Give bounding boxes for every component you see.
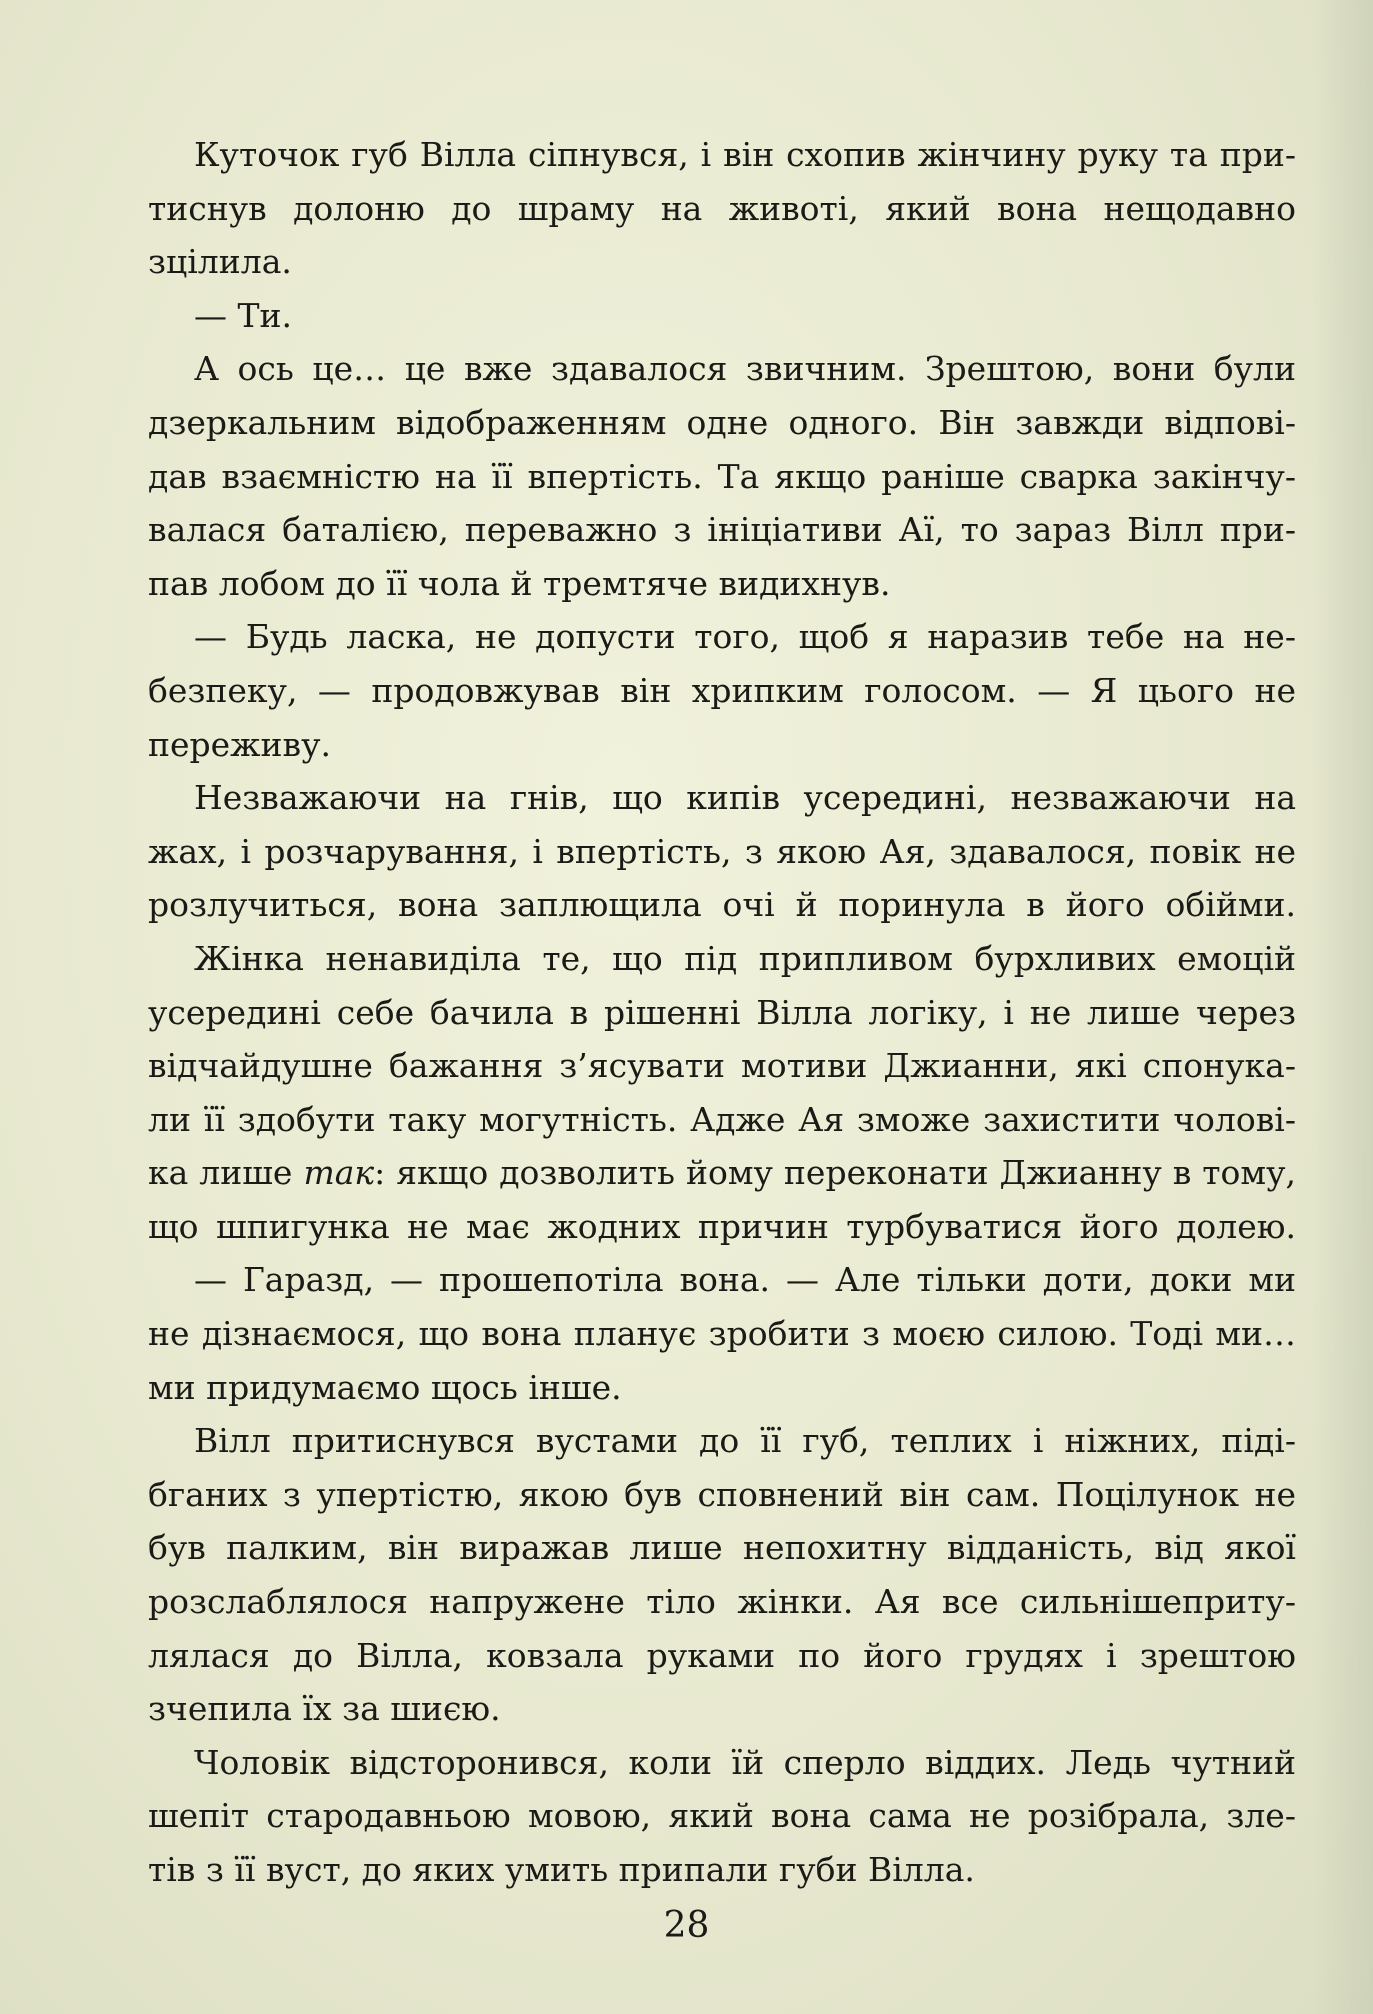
text-line: пав лобом до її чола й тремтяче видихнув. — [148, 563, 891, 603]
text-line: не дізнаємося, що вона планує зробити з моєю силою. Тоді ми… — [148, 1314, 1296, 1354]
page-number: 28 — [663, 1905, 710, 1946]
text-run: ка лише — [148, 1153, 304, 1193]
text-line: зчепила їх за шиєю. — [148, 1689, 501, 1729]
text-line: Жінка ненавиділа те, що під припливом бурхливих емоцій — [194, 938, 1296, 978]
text-line: відчайдушне бажання з’ясувати мотиви Джианни, які спонука- — [148, 1046, 1296, 1086]
text-run: : якщо дозволить йому переконати Джианну в тому, — [374, 1153, 1296, 1193]
text-line: тів з її вуст, до яких умить припали губи Вілла. — [148, 1850, 975, 1889]
text-line: — Будь ласка, не допусти того, щоб я наразив тебе на не- — [194, 617, 1296, 657]
text-line: Чоловік відсторонився, коли їй сперло віддих. Ледь чутний — [194, 1742, 1296, 1782]
text-line: Вілл притиснувся вустами до її губ, теплих і ніжних, піді- — [194, 1421, 1296, 1461]
text-line: розлучиться, вона заплющила очі й поринула в його обійми. — [148, 885, 1296, 925]
text-line: переживу. — [148, 724, 332, 764]
text-line: розслаблялося напружене тіло жінки. Ая все сильнішеприту- — [148, 1582, 1296, 1622]
text-line: ми придумаємо щось інше. — [148, 1367, 622, 1407]
text-line: тиснув долоню до шраму на животі, який вона нещодавно — [148, 188, 1296, 228]
text-line: — Гаразд, — прошепотіла вона. — Але тільки доти, доки ми — [194, 1260, 1296, 1300]
emphasized-word: так — [303, 1153, 375, 1193]
text-line: жах, і розчарування, і впертість, з якою Ая, здавалося, повік не — [148, 831, 1296, 871]
text-line: усередині себе бачила в рішенні Вілла логіку, і не лише через — [148, 992, 1296, 1032]
text-line: Незважаючи на гнів, що кипів усередині, незважаючи на — [194, 778, 1296, 818]
text-line: бганих з упертістю, якою був сповнений він сам. Поцілунок не — [148, 1474, 1296, 1514]
text-line: зцілила. — [148, 242, 292, 282]
text-line: — Ти. — [194, 295, 292, 335]
text-line — [148, 1146, 1296, 1200]
text-line: що шпигунка не має жодних причин турбуватися його долею. — [148, 1206, 1296, 1246]
text-line: був палким, він виражав лише непохитну відданість, від якої — [148, 1528, 1296, 1568]
text-line: валася баталією, переважно з ініціативи Аї, то зараз Вілл при- — [148, 510, 1296, 550]
text-line: дав взаємністю на її впертість. Та якщо раніше сварка закінчу- — [148, 456, 1296, 496]
page-edge-shadow — [1313, 0, 1373, 2014]
text-line: Куточок губ Вілла сіпнувся, і він схопив жінчину руку та при- — [194, 135, 1296, 174]
text-line: безпеку, — продовжував він хрипким голосом. — Я цього не — [148, 670, 1296, 710]
text-line: А ось це… це вже здавалося звичним. Зрештою, вони були — [194, 349, 1296, 389]
text-line: дзеркальним відображенням одне одного. Він завжди відпові- — [148, 402, 1296, 442]
text-line: шепіт стародавньою мовою, який вона сама не розібрала, зле- — [148, 1796, 1296, 1836]
body-text — [148, 128, 1296, 1897]
text-line: ли її здобути таку могутність. Адже Ая зможе захистити чолові- — [148, 1099, 1296, 1139]
text-line: лялася до Вілла, ковзала руками по його грудях і зрештою — [148, 1635, 1296, 1675]
